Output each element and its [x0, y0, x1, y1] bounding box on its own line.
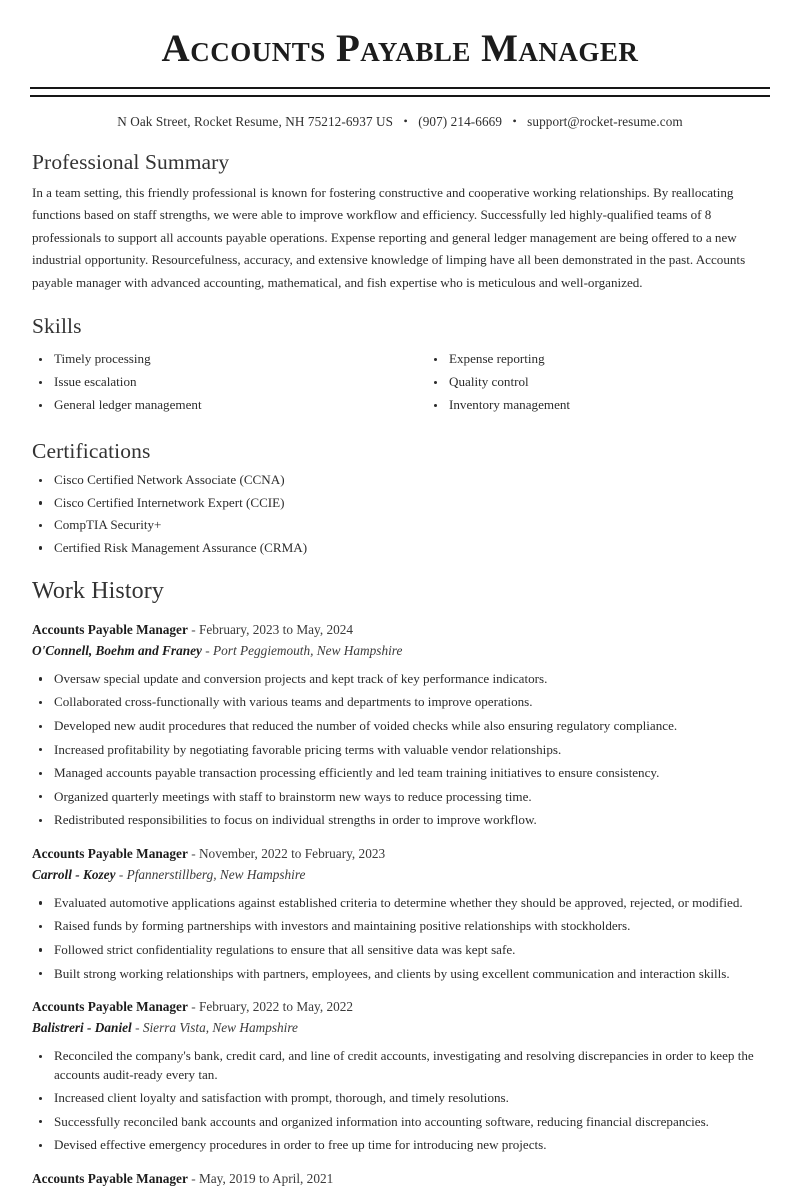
- job-location: Sierra Vista, New Hampshire: [142, 1020, 298, 1036]
- list-item: Oversaw special update and conversion projects and kept track of key performance indicators.: [30, 670, 770, 689]
- contact-separator-1: •: [403, 113, 408, 128]
- job-dash: -: [205, 642, 210, 658]
- contact-line: [30, 114, 770, 130]
- job-bullets: [30, 670, 770, 830]
- skills-column-left: [30, 346, 400, 419]
- skills-list-right: [425, 350, 770, 414]
- list-item: Expense reporting: [425, 350, 770, 368]
- job-dash: -: [191, 622, 196, 638]
- list-item: Inventory management: [425, 396, 770, 414]
- section-heading-work-history: Work History: [32, 578, 164, 605]
- section-work-history: [30, 576, 770, 1189]
- section-professional-summary: [30, 149, 770, 294]
- contact-email: support@rocket-resume.com: [527, 113, 683, 129]
- section-heading-summary: Professional Summary: [32, 149, 230, 174]
- list-item: CompTIA Security+: [30, 516, 770, 534]
- job-location: Port Peggiemouth, New Hampshire: [213, 642, 403, 658]
- skills-columns: [30, 346, 770, 419]
- job-location: Pfannerstillberg, New Hampshire: [126, 866, 306, 882]
- job-bullets: [30, 894, 770, 983]
- list-item: Evaluated automotive applications against established criteria to determine whether they should be approved, rejected, or modified.: [30, 894, 770, 913]
- list-item: Redistributed responsibilities to focus on individual strengths in order to improve workflow.: [30, 811, 770, 830]
- section-heading-skills: Skills: [32, 314, 82, 339]
- job-company-line: [32, 1018, 770, 1038]
- skills-list-left: [30, 350, 400, 414]
- list-item: Quality control: [425, 373, 770, 391]
- job-company: Balistreri - Daniel: [32, 1020, 132, 1036]
- job-title-line: [32, 844, 770, 864]
- list-item: Managed accounts payable transaction processing efficiently and led team training initiatives to ensure consistency.: [30, 764, 770, 783]
- list-item: Built strong working relationships with partners, employees, and clients by using excellent communication and interaction skills.: [30, 965, 770, 984]
- list-item: General ledger management: [30, 396, 400, 414]
- work-history-entry: [30, 620, 770, 830]
- work-history-entry: [30, 997, 770, 1155]
- list-item: Collaborated cross-functionally with various teams and departments to improve operations.: [30, 693, 770, 712]
- work-history-entry: [30, 1169, 770, 1189]
- list-item: Reconciled the company's bank, credit card, and line of credit accounts, investigating and resolving discrepancies in order to keep the accounts audit-ready every tan.: [30, 1047, 770, 1084]
- resume-page: [0, 28, 800, 1189]
- summary-text: In a team setting, this friendly professional is known for fostering constructive and cooperative working relationships. By reallocating functions based on staff strengths, we were able to improve workflow and efficiency. Successfully led highly-qualified teams of 8 professionals to support all accounts payable operations. Expense reporting and general ledger management are being offered to a new industrial opportunity. Resourcefulness, accuracy, and extensive knowledge of limping have all been demonstrated in the past. Accounts payable manager with advanced accounting, mathematical, and fish expertise who is meticulous and well-organized.: [32, 184, 746, 290]
- contact-separator-2: •: [512, 113, 517, 128]
- job-dates: February, 2023 to May, 2024: [198, 622, 354, 638]
- header-divider: [30, 87, 770, 97]
- job-dash: -: [191, 999, 196, 1015]
- job-dash: -: [118, 866, 124, 882]
- job-role: Accounts Payable Manager: [32, 845, 188, 861]
- skills-column-right: [400, 346, 770, 419]
- list-item: Devised effective emergency procedures in order to free up time for introducing new projects.: [30, 1136, 770, 1155]
- job-bullets: [30, 1047, 770, 1155]
- certifications-list: [30, 471, 770, 557]
- list-item: Cisco Certified Internetwork Expert (CCIE): [30, 494, 770, 512]
- job-company: Carroll - Kozey: [32, 866, 116, 882]
- list-item: Timely processing: [30, 350, 400, 368]
- job-dash: -: [191, 845, 196, 861]
- contact-phone: (907) 214-6669: [418, 113, 503, 129]
- job-dates: November, 2022 to February, 2023: [198, 845, 386, 861]
- page-title: Accounts Payable Manager: [161, 27, 639, 70]
- section-skills: [30, 313, 770, 419]
- job-dash: -: [191, 1170, 196, 1186]
- list-item: Developed new audit procedures that reduced the number of voided checks while also ensuring regulatory compliance.: [30, 717, 770, 736]
- job-company-line: [32, 641, 770, 661]
- job-company: O'Connell, Boehm and Franey: [32, 642, 202, 658]
- section-heading-certifications: Certifications: [32, 439, 151, 464]
- list-item: Raised funds by forming partnerships with investors and maintaining positive relationships with stockholders.: [30, 917, 770, 936]
- job-title-line: [32, 997, 770, 1017]
- list-item: Increased client loyalty and satisfaction with prompt, thorough, and timely resolutions.: [30, 1089, 770, 1108]
- list-item: Increased profitability by negotiating favorable pricing terms with valuable vendor relationships.: [30, 741, 770, 760]
- job-dates: February, 2022 to May, 2022: [198, 999, 354, 1015]
- job-dash: -: [135, 1020, 140, 1036]
- work-history-entry: [30, 844, 770, 983]
- contact-address: N Oak Street, Rocket Resume, NH 75212-6937 US: [117, 113, 394, 129]
- section-certifications: [30, 438, 770, 557]
- job-company-line: [32, 865, 770, 885]
- job-title-line: [32, 1169, 770, 1189]
- list-item: Issue escalation: [30, 373, 400, 391]
- job-dates: May, 2019 to April, 2021: [198, 1170, 334, 1186]
- list-item: Followed strict confidentiality regulations to ensure that all sensitive data was kept safe.: [30, 941, 770, 960]
- job-role: Accounts Payable Manager: [32, 1170, 188, 1186]
- list-item: Successfully reconciled bank accounts and organized information into accounting software, reducing financial discrepancies.: [30, 1113, 770, 1132]
- job-role: Accounts Payable Manager: [32, 999, 188, 1015]
- list-item: Certified Risk Management Assurance (CRMA): [30, 539, 770, 557]
- list-item: Cisco Certified Network Associate (CCNA): [30, 471, 770, 489]
- list-item: Organized quarterly meetings with staff to brainstorm new ways to reduce processing time.: [30, 788, 770, 807]
- job-role: Accounts Payable Manager: [32, 622, 188, 638]
- job-title-line: [32, 620, 770, 640]
